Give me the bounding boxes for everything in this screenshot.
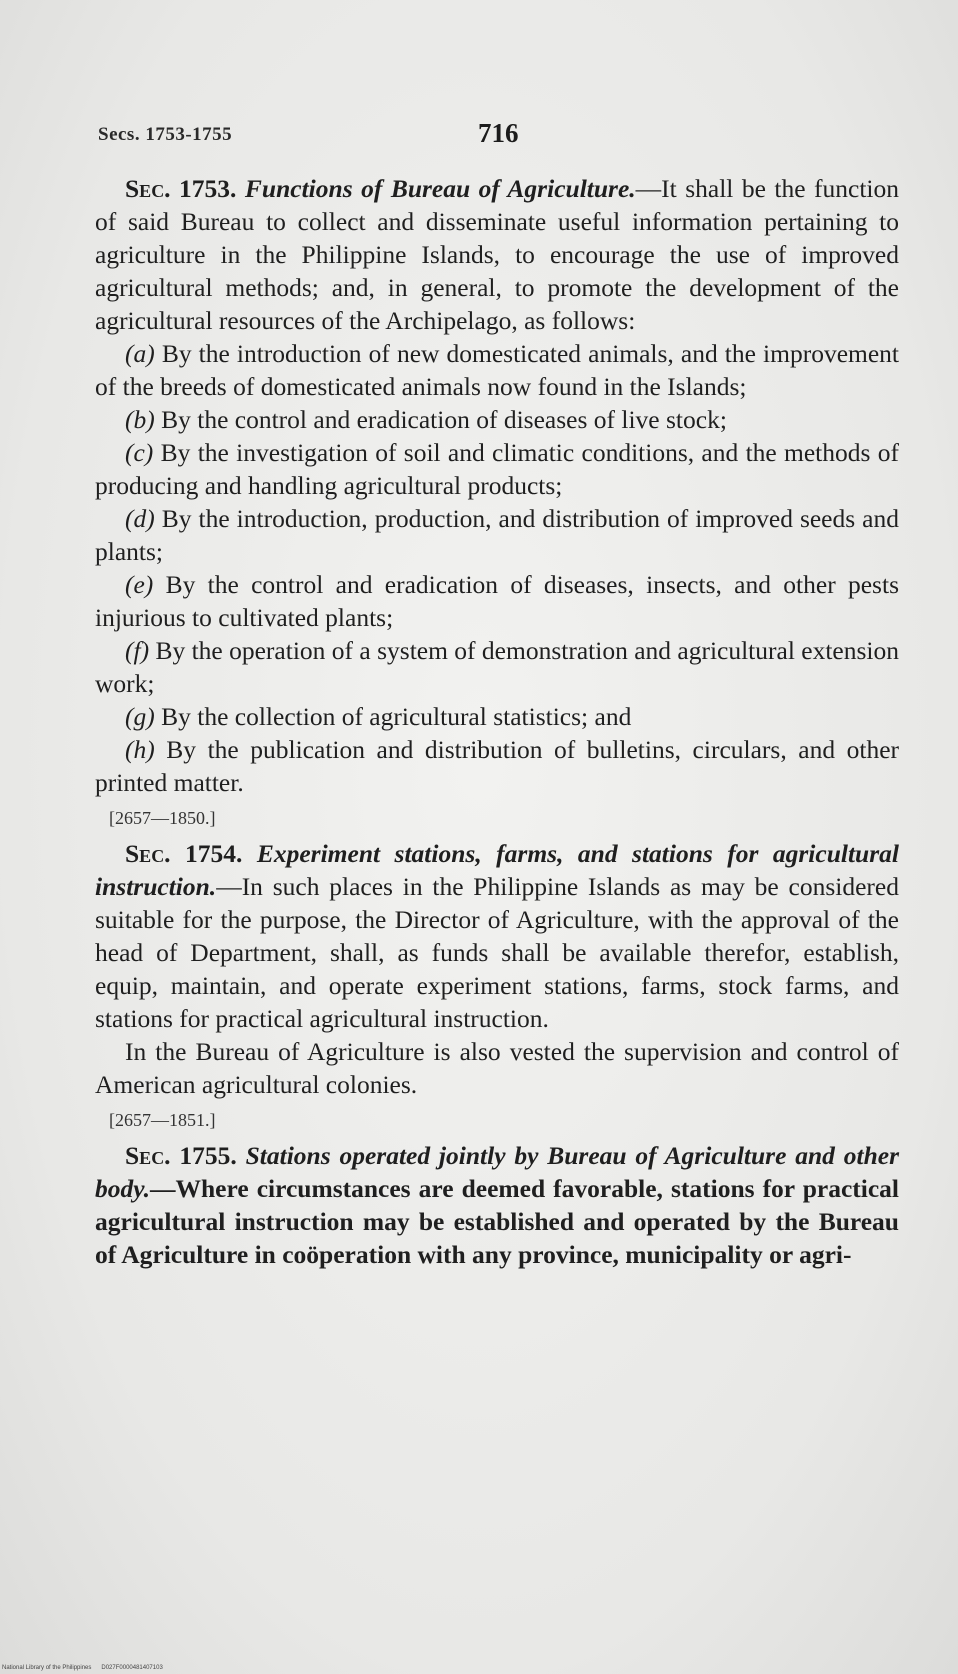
item-text: By the publication and distribution of bulletins, circulars, and other printed matter. <box>95 735 899 797</box>
page-body <box>95 172 899 1271</box>
library-credit: National Library of the Philippines <box>2 1665 92 1671</box>
item-mark: (h) <box>125 735 155 764</box>
section-1755 <box>95 1139 899 1271</box>
section-text: —It shall be the function of said Bureau to collect and disseminate useful information pertaining to agriculture in the Philippine Islands, to encourage the use of improved agricultural methods; and, in general, to promote the development of the agricultural resources of the Archipelago, as follows: <box>95 174 900 335</box>
list-item <box>95 337 899 403</box>
list-item <box>95 733 899 799</box>
item-text: By the investigation of soil and climatic conditions, and the methods of producing and handling agricultural products; <box>95 438 899 500</box>
list-item <box>95 568 899 634</box>
item-text: By the operation of a system of demonstration and agricultural extension work; <box>95 636 900 698</box>
item-text: By the introduction of new domesticated animals, and the improvement of the breeds of domesticated animals now found in the Islands; <box>95 339 899 401</box>
item-mark: (b) <box>125 405 155 434</box>
page-header <box>98 118 918 158</box>
item-mark: (f) <box>125 636 150 665</box>
section-text: —In such places in the Philippine Islands as may be considered suitable for the purpose, the Director of Agriculture, with the approval of the head of Department, shall, as funds shall be available therefor, establish, equip, maintain, and operate experiment stations, farms, stock farms, and stations for practical agricultural instruction. <box>95 872 899 1033</box>
list-item <box>95 700 899 733</box>
list-item <box>95 634 899 700</box>
item-mark: (c) <box>125 438 154 467</box>
section-1753-intro <box>95 172 899 337</box>
item-mark: (d) <box>125 504 155 533</box>
list-item <box>95 502 899 568</box>
section-1754 <box>95 837 899 1035</box>
item-mark: (e) <box>125 570 154 599</box>
item-text: By the collection of agricultural statistics; and <box>154 702 632 731</box>
item-text: By the introduction, production, and distribution of improved seeds and plants; <box>95 504 899 566</box>
item-text: By the control and eradication of diseases of live stock; <box>154 405 727 434</box>
section-label: Sec. 1754. <box>125 839 243 868</box>
section-label: Sec. 1755. <box>125 1141 237 1170</box>
page-number: 716 <box>478 118 519 148</box>
item-mark: (a) <box>125 339 155 368</box>
section-range: Secs. 1753-1755 <box>98 124 233 145</box>
section-title: Stations operated jointly by Bureau of Agriculture and other body. <box>95 1141 899 1203</box>
list-item <box>95 403 899 436</box>
section-title: Functions of Bureau of Agriculture. <box>244 174 636 203</box>
section-1754-paragraph-2: In the Bureau of Agriculture is also vested the supervision and control of American agricultural colonies. <box>95 1037 899 1099</box>
scan-code: D027F0000481407103 <box>101 1665 163 1671</box>
section-label: Sec. 1753. <box>125 174 237 203</box>
section-text: —Where circumstances are deemed favorable, stations for practical agricultural instruction may be established and operated by the Bureau of Agriculture in coöperation with any province, municipality or agri- <box>95 1174 899 1269</box>
citation: [2657—1851.] <box>109 1110 216 1130</box>
item-text: By the control and eradication of diseases, insects, and other pests injurious to cultivated plants; <box>95 570 899 632</box>
list-item <box>95 436 899 502</box>
section-title: Experiment stations, farms, and stations for agricultural instruction. <box>95 839 899 901</box>
scan-footer <box>2 1665 163 1671</box>
item-mark: (g) <box>125 702 155 731</box>
citation: [2657—1850.] <box>109 808 216 828</box>
